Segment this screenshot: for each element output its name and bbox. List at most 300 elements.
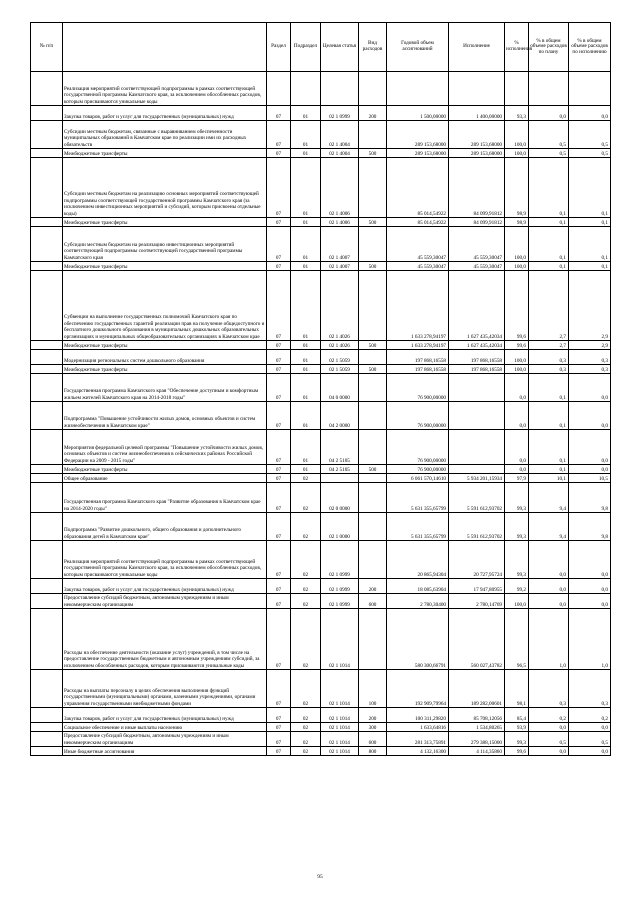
cell-podrazdel: 02 bbox=[291, 723, 321, 732]
cell-razdel: 07 bbox=[267, 402, 291, 430]
table-row bbox=[31, 483, 611, 513]
cell-si: 0,5 bbox=[569, 121, 611, 149]
cell-name: Закупка товаров, работ и услуг для государственных (муниципальных) нужд bbox=[63, 579, 267, 594]
cell-vr: 500 bbox=[359, 465, 387, 474]
cell-sp: 0,0 bbox=[529, 579, 569, 594]
cell-csr: 02 1 1014 bbox=[321, 732, 359, 747]
cell-razdel: 07 bbox=[267, 121, 291, 149]
cell-isp: 5 591 612,93702 bbox=[449, 513, 505, 541]
cell-si: 0,0 bbox=[569, 747, 611, 756]
cell-si: 0,3 bbox=[569, 365, 611, 374]
cell-name: Реализация мероприятий соответствующей подпрограммы в рамках соответствующей государственной программы Камчатского края, за исключением обособленных расходов, которым присваиваются уникальные коды bbox=[63, 72, 267, 106]
cell-vr bbox=[359, 374, 387, 402]
cell-isp: 84 099,91812 bbox=[449, 158, 505, 218]
cell-isp: 279 388,15000 bbox=[449, 732, 505, 747]
cell-csr: 02 1 0999 bbox=[321, 106, 359, 121]
cell-pct: 99,3 bbox=[505, 483, 529, 513]
cell-vr: 300 bbox=[359, 723, 387, 732]
cell-csr: 02 1 5059 bbox=[321, 350, 359, 365]
cell-si: 9,8 bbox=[569, 483, 611, 513]
cell-si: 0,5 bbox=[569, 732, 611, 747]
cell-si: 0,1 bbox=[569, 218, 611, 227]
cell-razdel: 07 bbox=[267, 106, 291, 121]
cell-podrazdel: 02 bbox=[291, 732, 321, 747]
cell-podrazdel bbox=[291, 72, 321, 106]
cell-num bbox=[31, 402, 63, 430]
cell-csr bbox=[321, 474, 359, 483]
cell-si: 0,0 bbox=[569, 541, 611, 579]
cell-pct: 99,3 bbox=[505, 513, 529, 541]
cell-name: Расходы на обеспечение деятельности (оказание услуг) учреждений, в том числе на предоставление государственным бюджетным и автономным учреждениям субсидий, за исключением обособленных расходов, которым присваиваются уникальные коды bbox=[63, 609, 267, 670]
cell-num bbox=[31, 121, 63, 149]
cell-sp: 0,2 bbox=[529, 708, 569, 723]
cell-sp: 0,1 bbox=[529, 402, 569, 430]
table-row bbox=[31, 262, 611, 271]
cell-sp: 0,0 bbox=[529, 541, 569, 579]
header-share-plan: % в общем объеме расходов по плану bbox=[529, 23, 569, 72]
cell-plan: 45 559,30047 bbox=[387, 227, 449, 262]
table-row bbox=[31, 609, 611, 670]
cell-pct bbox=[505, 72, 529, 106]
cell-si: 0,0 bbox=[569, 594, 611, 609]
cell-csr: 02 1 0999 bbox=[321, 541, 359, 579]
table-header-row bbox=[31, 23, 611, 72]
cell-csr: 02 1 4006 bbox=[321, 218, 359, 227]
cell-csr: 02 1 0000 bbox=[321, 513, 359, 541]
cell-razdel: 07 bbox=[267, 365, 291, 374]
cell-isp: 1 400,00000 bbox=[449, 106, 505, 121]
cell-razdel: 07 bbox=[267, 262, 291, 271]
cell-plan: 85 014,54922 bbox=[387, 218, 449, 227]
header-share-isp: % в общем объеме расходов по исполнению bbox=[569, 23, 611, 72]
table-row bbox=[31, 594, 611, 609]
table-row bbox=[31, 541, 611, 579]
cell-plan: 76 900,00000 bbox=[387, 374, 449, 402]
cell-vr bbox=[359, 513, 387, 541]
table-row bbox=[31, 465, 611, 474]
cell-isp: 289 153,68000 bbox=[449, 121, 505, 149]
cell-vr: 600 bbox=[359, 732, 387, 747]
cell-pct: 99,2 bbox=[505, 579, 529, 594]
cell-isp: 4 114,35860 bbox=[449, 747, 505, 756]
cell-num bbox=[31, 609, 63, 670]
cell-pct: 96,5 bbox=[505, 609, 529, 670]
cell-csr: 02 1 4026 bbox=[321, 341, 359, 350]
cell-razdel: 07 bbox=[267, 149, 291, 158]
cell-pct: 0,0 bbox=[505, 465, 529, 474]
cell-si: 0,1 bbox=[569, 158, 611, 218]
cell-si: 0,0 bbox=[569, 579, 611, 594]
cell-csr: 02 1 1014 bbox=[321, 747, 359, 756]
cell-podrazdel: 02 bbox=[291, 708, 321, 723]
cell-pct: 85,4 bbox=[505, 708, 529, 723]
cell-si: 0,3 bbox=[569, 350, 611, 365]
cell-csr: 02 1 4026 bbox=[321, 271, 359, 341]
cell-vr: 200 bbox=[359, 579, 387, 594]
cell-plan: 1 633 278,94197 bbox=[387, 341, 449, 350]
cell-num bbox=[31, 227, 63, 262]
cell-vr: 200 bbox=[359, 708, 387, 723]
cell-isp: 45 559,30047 bbox=[449, 227, 505, 262]
cell-si: 0,0 bbox=[569, 430, 611, 465]
cell-isp: 1 534,80265 bbox=[449, 723, 505, 732]
cell-csr: 02 1 1014 bbox=[321, 609, 359, 670]
cell-podrazdel: 01 bbox=[291, 341, 321, 350]
cell-name: Иные бюджетные ассигнования bbox=[63, 747, 267, 756]
cell-plan: 76 900,00000 bbox=[387, 430, 449, 465]
cell-csr: 02 1 4004 bbox=[321, 121, 359, 149]
cell-sp: 0,0 bbox=[529, 594, 569, 609]
cell-razdel bbox=[267, 72, 291, 106]
cell-si: 0,0 bbox=[569, 465, 611, 474]
cell-isp bbox=[449, 430, 505, 465]
cell-vr bbox=[359, 350, 387, 365]
cell-name: Реализация мероприятий соответствующей подпрограммы в рамках соответствующей государственной программы Камчатского края, за исключением обособленных расходов, которым присваиваются уникальные коды bbox=[63, 541, 267, 579]
table-row bbox=[31, 149, 611, 158]
cell-vr: 500 bbox=[359, 149, 387, 158]
cell-isp: 45 559,30047 bbox=[449, 262, 505, 271]
cell-podrazdel: 02 bbox=[291, 483, 321, 513]
table-row bbox=[31, 271, 611, 341]
cell-razdel: 07 bbox=[267, 579, 291, 594]
cell-podrazdel: 02 bbox=[291, 474, 321, 483]
cell-isp bbox=[449, 72, 505, 106]
cell-num bbox=[31, 670, 63, 708]
cell-razdel: 07 bbox=[267, 483, 291, 513]
cell-name: Межбюджетные трансферты bbox=[63, 465, 267, 474]
cell-name: Предоставление субсидий бюджетным, автономным учреждениям и иным некоммерческим организациям bbox=[63, 732, 267, 747]
cell-isp: 1 627 435,42034 bbox=[449, 341, 505, 350]
cell-vr bbox=[359, 430, 387, 465]
cell-pct: 99,6 bbox=[505, 271, 529, 341]
cell-vr bbox=[359, 483, 387, 513]
cell-podrazdel: 01 bbox=[291, 271, 321, 341]
cell-pct: 97,9 bbox=[505, 474, 529, 483]
cell-num bbox=[31, 579, 63, 594]
cell-pct: 0,0 bbox=[505, 374, 529, 402]
cell-razdel: 07 bbox=[267, 609, 291, 670]
cell-razdel: 07 bbox=[267, 732, 291, 747]
cell-razdel: 07 bbox=[267, 670, 291, 708]
header-isp: Исполнение bbox=[449, 23, 505, 72]
table-body bbox=[31, 72, 611, 756]
table-row bbox=[31, 670, 611, 708]
cell-csr: 02 1 4004 bbox=[321, 149, 359, 158]
cell-isp: 189 282,00601 bbox=[449, 670, 505, 708]
cell-podrazdel: 01 bbox=[291, 430, 321, 465]
cell-pct: 98,1 bbox=[505, 670, 529, 708]
cell-sp: 0,1 bbox=[529, 374, 569, 402]
cell-plan: 1 633,64816 bbox=[387, 723, 449, 732]
cell-name: Закупка товаров, работ и услуг для государственных (муниципальных) нужд bbox=[63, 708, 267, 723]
cell-csr: 04 2 0000 bbox=[321, 402, 359, 430]
cell-num bbox=[31, 747, 63, 756]
table-row bbox=[31, 474, 611, 483]
cell-num bbox=[31, 513, 63, 541]
cell-plan: 5 631 355,65799 bbox=[387, 513, 449, 541]
cell-num bbox=[31, 708, 63, 723]
cell-csr: 02 1 0999 bbox=[321, 594, 359, 609]
cell-sp: 2,7 bbox=[529, 341, 569, 350]
cell-plan: 192 909,79964 bbox=[387, 670, 449, 708]
cell-csr: 04 0 0000 bbox=[321, 374, 359, 402]
cell-csr: 02 1 4007 bbox=[321, 227, 359, 262]
cell-isp: 1 627 435,42034 bbox=[449, 271, 505, 341]
cell-sp: 0,3 bbox=[529, 350, 569, 365]
cell-razdel: 07 bbox=[267, 747, 291, 756]
header-pct: % исполнения bbox=[505, 23, 529, 72]
cell-isp: 197 868,16558 bbox=[449, 365, 505, 374]
cell-num bbox=[31, 474, 63, 483]
cell-num bbox=[31, 430, 63, 465]
cell-sp: 0,5 bbox=[529, 149, 569, 158]
cell-csr bbox=[321, 72, 359, 106]
cell-vr bbox=[359, 609, 387, 670]
cell-si: 10,5 bbox=[569, 474, 611, 483]
table-row bbox=[31, 708, 611, 723]
cell-csr: 02 1 5059 bbox=[321, 365, 359, 374]
cell-podrazdel: 01 bbox=[291, 149, 321, 158]
cell-vr bbox=[359, 158, 387, 218]
table-row bbox=[31, 513, 611, 541]
cell-vr: 100 bbox=[359, 670, 387, 708]
table-row bbox=[31, 723, 611, 732]
cell-isp bbox=[449, 465, 505, 474]
cell-isp: 5 591 612,93702 bbox=[449, 483, 505, 513]
cell-isp: 197 868,16558 bbox=[449, 350, 505, 365]
cell-name: Подпрограмма "Развитие дошкольного, общего образования и дополнительного образования детей в Камчатском крае" bbox=[63, 513, 267, 541]
cell-pct: 99,6 bbox=[505, 341, 529, 350]
cell-podrazdel: 02 bbox=[291, 670, 321, 708]
cell-sp: 0,1 bbox=[529, 262, 569, 271]
cell-podrazdel: 01 bbox=[291, 262, 321, 271]
cell-plan: 1 500,00000 bbox=[387, 106, 449, 121]
cell-si: 9,8 bbox=[569, 513, 611, 541]
cell-plan: 76 900,00000 bbox=[387, 402, 449, 430]
cell-sp: 0,1 bbox=[529, 465, 569, 474]
cell-vr: 500 bbox=[359, 218, 387, 227]
cell-si bbox=[569, 72, 611, 106]
cell-razdel: 07 bbox=[267, 158, 291, 218]
cell-plan: 197 868,16558 bbox=[387, 365, 449, 374]
cell-podrazdel: 01 bbox=[291, 158, 321, 218]
cell-plan: 4 132,16300 bbox=[387, 747, 449, 756]
cell-podrazdel: 01 bbox=[291, 365, 321, 374]
cell-razdel: 07 bbox=[267, 350, 291, 365]
cell-sp bbox=[529, 72, 569, 106]
cell-name: Социальное обеспечение и иные выплаты населению bbox=[63, 723, 267, 732]
cell-razdel: 07 bbox=[267, 474, 291, 483]
cell-sp: 9,4 bbox=[529, 483, 569, 513]
cell-csr: 04 2 5105 bbox=[321, 430, 359, 465]
cell-isp bbox=[449, 402, 505, 430]
cell-sp: 0,3 bbox=[529, 365, 569, 374]
cell-pct: 99,3 bbox=[505, 541, 529, 579]
cell-sp: 0,5 bbox=[529, 121, 569, 149]
cell-si: 0,0 bbox=[569, 106, 611, 121]
cell-num bbox=[31, 541, 63, 579]
cell-plan: 20 865,94304 bbox=[387, 541, 449, 579]
table-row bbox=[31, 350, 611, 365]
cell-name: Расходы на выплаты персоналу в целях обеспечения выполнения функций государственными (муниципальными) органами, казенными учреждениями, органами управления государственными внебюджетными фондами bbox=[63, 670, 267, 708]
cell-name: Межбюджетные трансферты bbox=[63, 365, 267, 374]
cell-name: Межбюджетные трансферты bbox=[63, 262, 267, 271]
cell-razdel: 07 bbox=[267, 227, 291, 262]
cell-isp: 85 708,12056 bbox=[449, 708, 505, 723]
cell-num bbox=[31, 149, 63, 158]
cell-razdel: 07 bbox=[267, 723, 291, 732]
cell-podrazdel: 02 bbox=[291, 594, 321, 609]
cell-csr: 02 1 0999 bbox=[321, 579, 359, 594]
cell-vr bbox=[359, 227, 387, 262]
cell-si: 0,0 bbox=[569, 374, 611, 402]
cell-podrazdel: 02 bbox=[291, 747, 321, 756]
cell-num bbox=[31, 732, 63, 747]
cell-pct: 100,0 bbox=[505, 149, 529, 158]
cell-plan: 197 868,16558 bbox=[387, 350, 449, 365]
cell-razdel: 07 bbox=[267, 541, 291, 579]
cell-vr bbox=[359, 402, 387, 430]
table-row bbox=[31, 365, 611, 374]
cell-isp bbox=[449, 374, 505, 402]
cell-csr: 04 2 5105 bbox=[321, 465, 359, 474]
cell-num bbox=[31, 218, 63, 227]
cell-plan: 5 631 355,65799 bbox=[387, 483, 449, 513]
cell-csr: 02 1 4007 bbox=[321, 262, 359, 271]
cell-pct: 0,0 bbox=[505, 430, 529, 465]
cell-pct: 93,9 bbox=[505, 723, 529, 732]
cell-plan: 281 313,75891 bbox=[387, 732, 449, 747]
cell-num bbox=[31, 483, 63, 513]
cell-vr bbox=[359, 121, 387, 149]
cell-vr: 500 bbox=[359, 262, 387, 271]
cell-vr bbox=[359, 72, 387, 106]
header-razdel: Раздел bbox=[267, 23, 291, 72]
cell-podrazdel: 02 bbox=[291, 541, 321, 579]
table-row bbox=[31, 374, 611, 402]
cell-plan: 6 061 570,14610 bbox=[387, 474, 449, 483]
cell-si: 2,9 bbox=[569, 271, 611, 341]
cell-plan: 289 153,68000 bbox=[387, 149, 449, 158]
table-row bbox=[31, 218, 611, 227]
cell-si: 2,9 bbox=[569, 341, 611, 350]
cell-vr bbox=[359, 474, 387, 483]
cell-num bbox=[31, 465, 63, 474]
cell-plan: 76 900,00000 bbox=[387, 465, 449, 474]
cell-sp: 10,1 bbox=[529, 474, 569, 483]
cell-podrazdel: 02 bbox=[291, 579, 321, 594]
cell-podrazdel: 01 bbox=[291, 227, 321, 262]
cell-isp: 289 153,68000 bbox=[449, 149, 505, 158]
header-plan: Годовой объем ассигнований bbox=[387, 23, 449, 72]
cell-plan: 18 085,63904 bbox=[387, 579, 449, 594]
budget-table bbox=[30, 22, 611, 756]
table-row bbox=[31, 341, 611, 350]
cell-num bbox=[31, 365, 63, 374]
cell-isp: 17 947,80955 bbox=[449, 579, 505, 594]
cell-razdel: 07 bbox=[267, 708, 291, 723]
cell-pct: 99,6 bbox=[505, 747, 529, 756]
cell-name: Государственная программа Камчатского края "Обеспечение доступным и комфортным жильем жителей Камчатского края на 2014-2018 годы" bbox=[63, 374, 267, 402]
table-row bbox=[31, 158, 611, 218]
cell-plan bbox=[387, 72, 449, 106]
table-row bbox=[31, 579, 611, 594]
cell-razdel: 07 bbox=[267, 271, 291, 341]
cell-pct: 98,9 bbox=[505, 158, 529, 218]
cell-num bbox=[31, 72, 63, 106]
cell-sp: 0,3 bbox=[529, 670, 569, 708]
cell-podrazdel: 01 bbox=[291, 350, 321, 365]
cell-vr bbox=[359, 541, 387, 579]
cell-name: Закупка товаров, работ и услуг для государственных (муниципальных) нужд bbox=[63, 106, 267, 121]
cell-name: Подпрограмма "Повышение устойчивости жилых домов, основных объектов и систем жизнеобеспечения в Камчатском крае" bbox=[63, 402, 267, 430]
cell-num bbox=[31, 723, 63, 732]
cell-vr: 600 bbox=[359, 594, 387, 609]
cell-name: Межбюджетные трансферты bbox=[63, 218, 267, 227]
cell-si: 0,0 bbox=[569, 723, 611, 732]
cell-podrazdel: 01 bbox=[291, 106, 321, 121]
cell-pct: 100,0 bbox=[505, 262, 529, 271]
cell-plan: 85 014,54922 bbox=[387, 158, 449, 218]
cell-si: 1,0 bbox=[569, 609, 611, 670]
cell-name: Субсидии местным бюджетам на реализацию инвестиционных мероприятий соответствующей подпрограммы соответствующей государственной программы Камчатского края bbox=[63, 227, 267, 262]
cell-pct: 100,0 bbox=[505, 365, 529, 374]
cell-num bbox=[31, 594, 63, 609]
cell-razdel: 07 bbox=[267, 594, 291, 609]
cell-isp: 560 027,43782 bbox=[449, 609, 505, 670]
cell-pct: 100,0 bbox=[505, 227, 529, 262]
cell-sp: 0,0 bbox=[529, 747, 569, 756]
page-number: 95 bbox=[317, 874, 323, 880]
cell-isp: 5 934 201,15934 bbox=[449, 474, 505, 483]
cell-name: Мероприятия федеральной целевой программы "Повышение устойчивости жилых домов, основных объектов и систем жизнеобеспечения в сейсмических районах Российской Федерации на 2009 - 2015 годы" bbox=[63, 430, 267, 465]
header-csr: Целевая статья bbox=[321, 23, 359, 72]
cell-plan: 2 780,30400 bbox=[387, 594, 449, 609]
table-row bbox=[31, 732, 611, 747]
cell-razdel: 07 bbox=[267, 513, 291, 541]
cell-csr: 02 1 1014 bbox=[321, 708, 359, 723]
cell-podrazdel: 01 bbox=[291, 218, 321, 227]
cell-si: 0,1 bbox=[569, 262, 611, 271]
cell-name: Предоставление субсидий бюджетным, автономным учреждениям и иным некоммерческим организациям bbox=[63, 594, 267, 609]
cell-plan: 1 633 278,94197 bbox=[387, 271, 449, 341]
cell-vr: 500 bbox=[359, 365, 387, 374]
cell-razdel: 07 bbox=[267, 374, 291, 402]
cell-pct: 98,9 bbox=[505, 218, 529, 227]
cell-csr: 02 1 1014 bbox=[321, 723, 359, 732]
cell-si: 0,1 bbox=[569, 227, 611, 262]
cell-sp: 0,5 bbox=[529, 732, 569, 747]
cell-plan: 100 311,29820 bbox=[387, 708, 449, 723]
table-row bbox=[31, 72, 611, 106]
cell-si: 0,2 bbox=[569, 708, 611, 723]
table-row bbox=[31, 121, 611, 149]
header-vr: Вид расходов bbox=[359, 23, 387, 72]
cell-sp: 0,1 bbox=[529, 430, 569, 465]
cell-name: Субсидии местным бюджетам на реализацию основных мероприятий соответствующей подпрограммы соответствующей государственной программы Камчатского края (за исключением инвестиционных мероприятий и субсидий, которым присвоены отдельные коды) bbox=[63, 158, 267, 218]
cell-sp: 0,0 bbox=[529, 723, 569, 732]
cell-csr: 02 1 1014 bbox=[321, 670, 359, 708]
cell-name: Общее образование bbox=[63, 474, 267, 483]
cell-pct: 100,0 bbox=[505, 121, 529, 149]
cell-pct: 100,0 bbox=[505, 594, 529, 609]
table-row bbox=[31, 747, 611, 756]
cell-isp: 2 780,14769 bbox=[449, 594, 505, 609]
cell-sp: 0,1 bbox=[529, 158, 569, 218]
cell-num bbox=[31, 350, 63, 365]
header-num: № п/п bbox=[31, 23, 63, 72]
cell-sp: 1,0 bbox=[529, 609, 569, 670]
